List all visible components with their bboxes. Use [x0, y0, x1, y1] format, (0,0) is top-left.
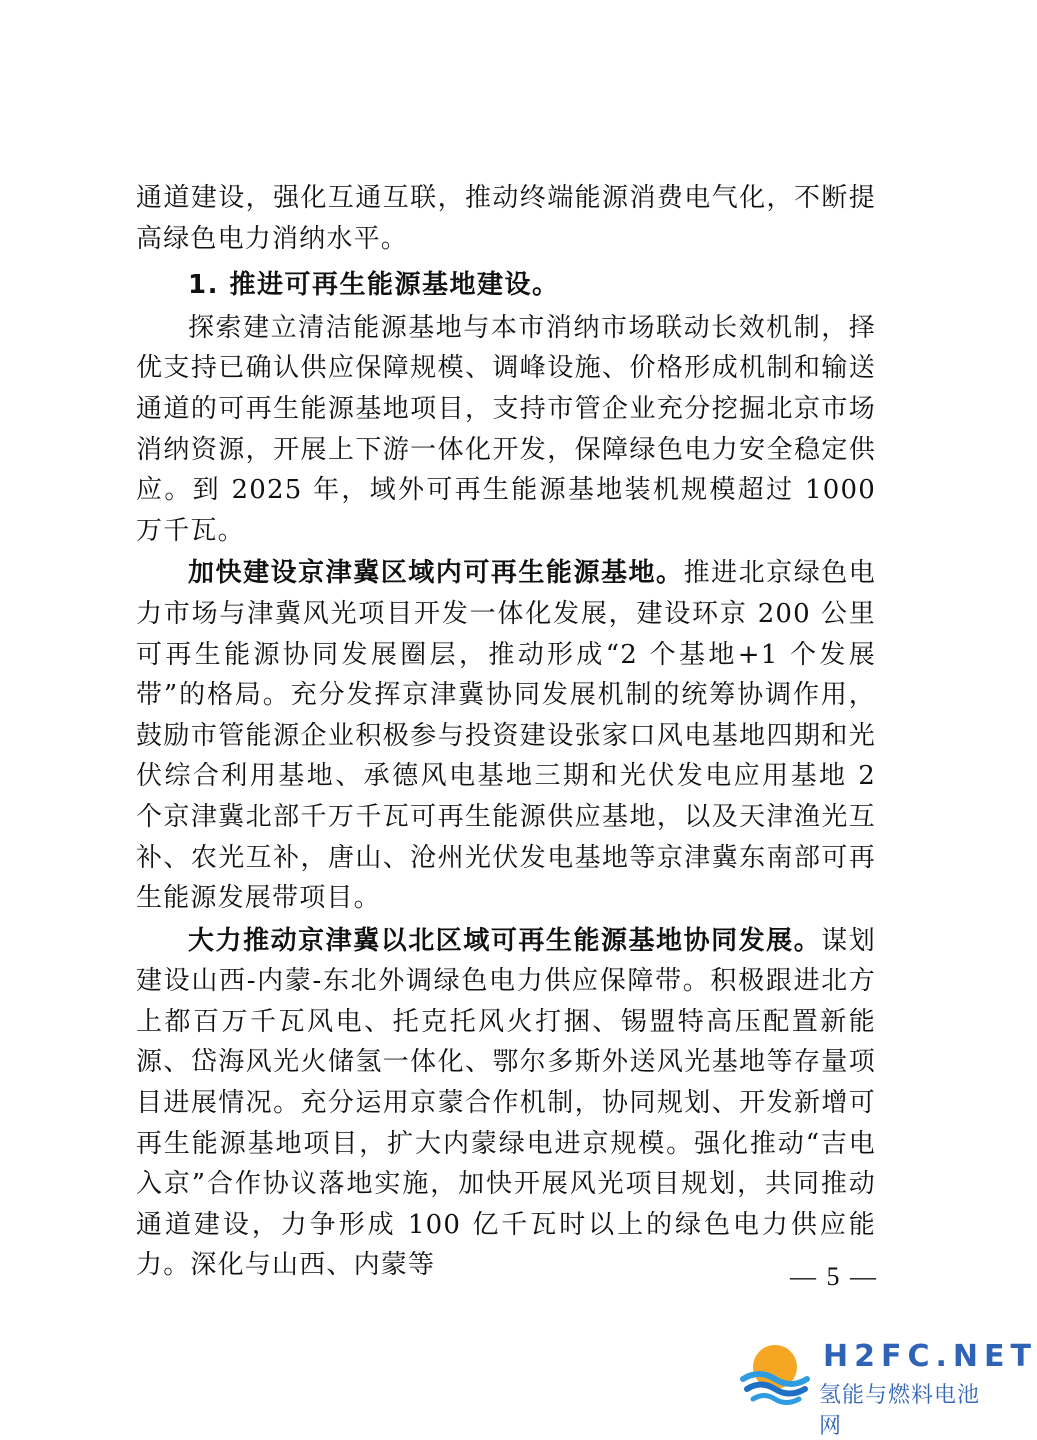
page-number: — 5 — — [790, 1262, 878, 1291]
paragraph-north-region — [136, 921, 876, 1286]
paragraph-lead-bold: 加快建设京津冀区域内可再生能源基地。 — [188, 558, 684, 589]
document-body — [136, 178, 876, 1286]
paragraph-body: 推进北京绿色电力市场与津冀风光项目开发一体化发展，建设环京 200 公里可再生能源协同发展圈层，推动形成“2 个基地+1 个发展带”的格局。充分发挥京津冀协同发展机制的统筹协调作用，鼓励市管能源企业积极参与投资建设张家口风电基地四期和光伏综合利用基地、承德风电基地三期和光伏发电应用基地 2 个京津冀北部千万千瓦可再生能源供应基地，以及天津渔光互补、农光互补，唐山、沧州光伏发电基地等京津冀东南部可再生能源发展带项目。 — [136, 558, 876, 914]
watermark — [735, 1335, 1037, 1439]
section-heading: 1. 推进可再生能源基地建设。 — [188, 270, 560, 301]
paragraph-body: 谋划建设山西-内蒙-东北外调绿色电力供应保障带。积极跟进北方上都百万千瓦风电、托克托风火打捆、锡盟特高压配置新能源、岱海风光火储氢一体化、鄂尔多斯外送风光基地等存量项目进展情况。充分运用京蒙合作机制，协同规划、开发新增可再生能源基地项目，扩大内蒙绿电进京规模。强化推动“吉电入京”合作协议落地实施，加快开展风光项目规划，共同推动通道建设，力争形成 100 亿千瓦时以上的绿色电力供应能力。深化与山西、内蒙等 — [136, 925, 876, 1281]
paragraph-jingjinji — [136, 553, 876, 918]
paragraph-renewable-base: 探索建立清洁能源基地与本市消纳市场联动长效机制，择优支持已确认供应保障规模、调峰设施、价格形成机制和输送通道的可再生能源基地项目，支持市管企业充分挖掘北京市场消纳资源，开展上下游一体化开发，保障绿色电力安全稳定供应。到 2025 年，域外可再生能源基地装机规模超过 1000 万千瓦。 — [136, 312, 876, 546]
paragraph-continuation: 通道建设，强化互通互联，推动终端能源消费电气化，不断提高绿色电力消纳水平。 — [136, 183, 876, 254]
h2fc-logo-icon — [735, 1335, 815, 1410]
watermark-title: H2FC.NET — [823, 1339, 1037, 1374]
paragraph-lead-bold: 大力推动京津冀以北区域可再生能源基地协同发展。 — [188, 925, 822, 956]
watermark-subtitle: 氢能与燃料电池网 — [819, 1383, 981, 1439]
